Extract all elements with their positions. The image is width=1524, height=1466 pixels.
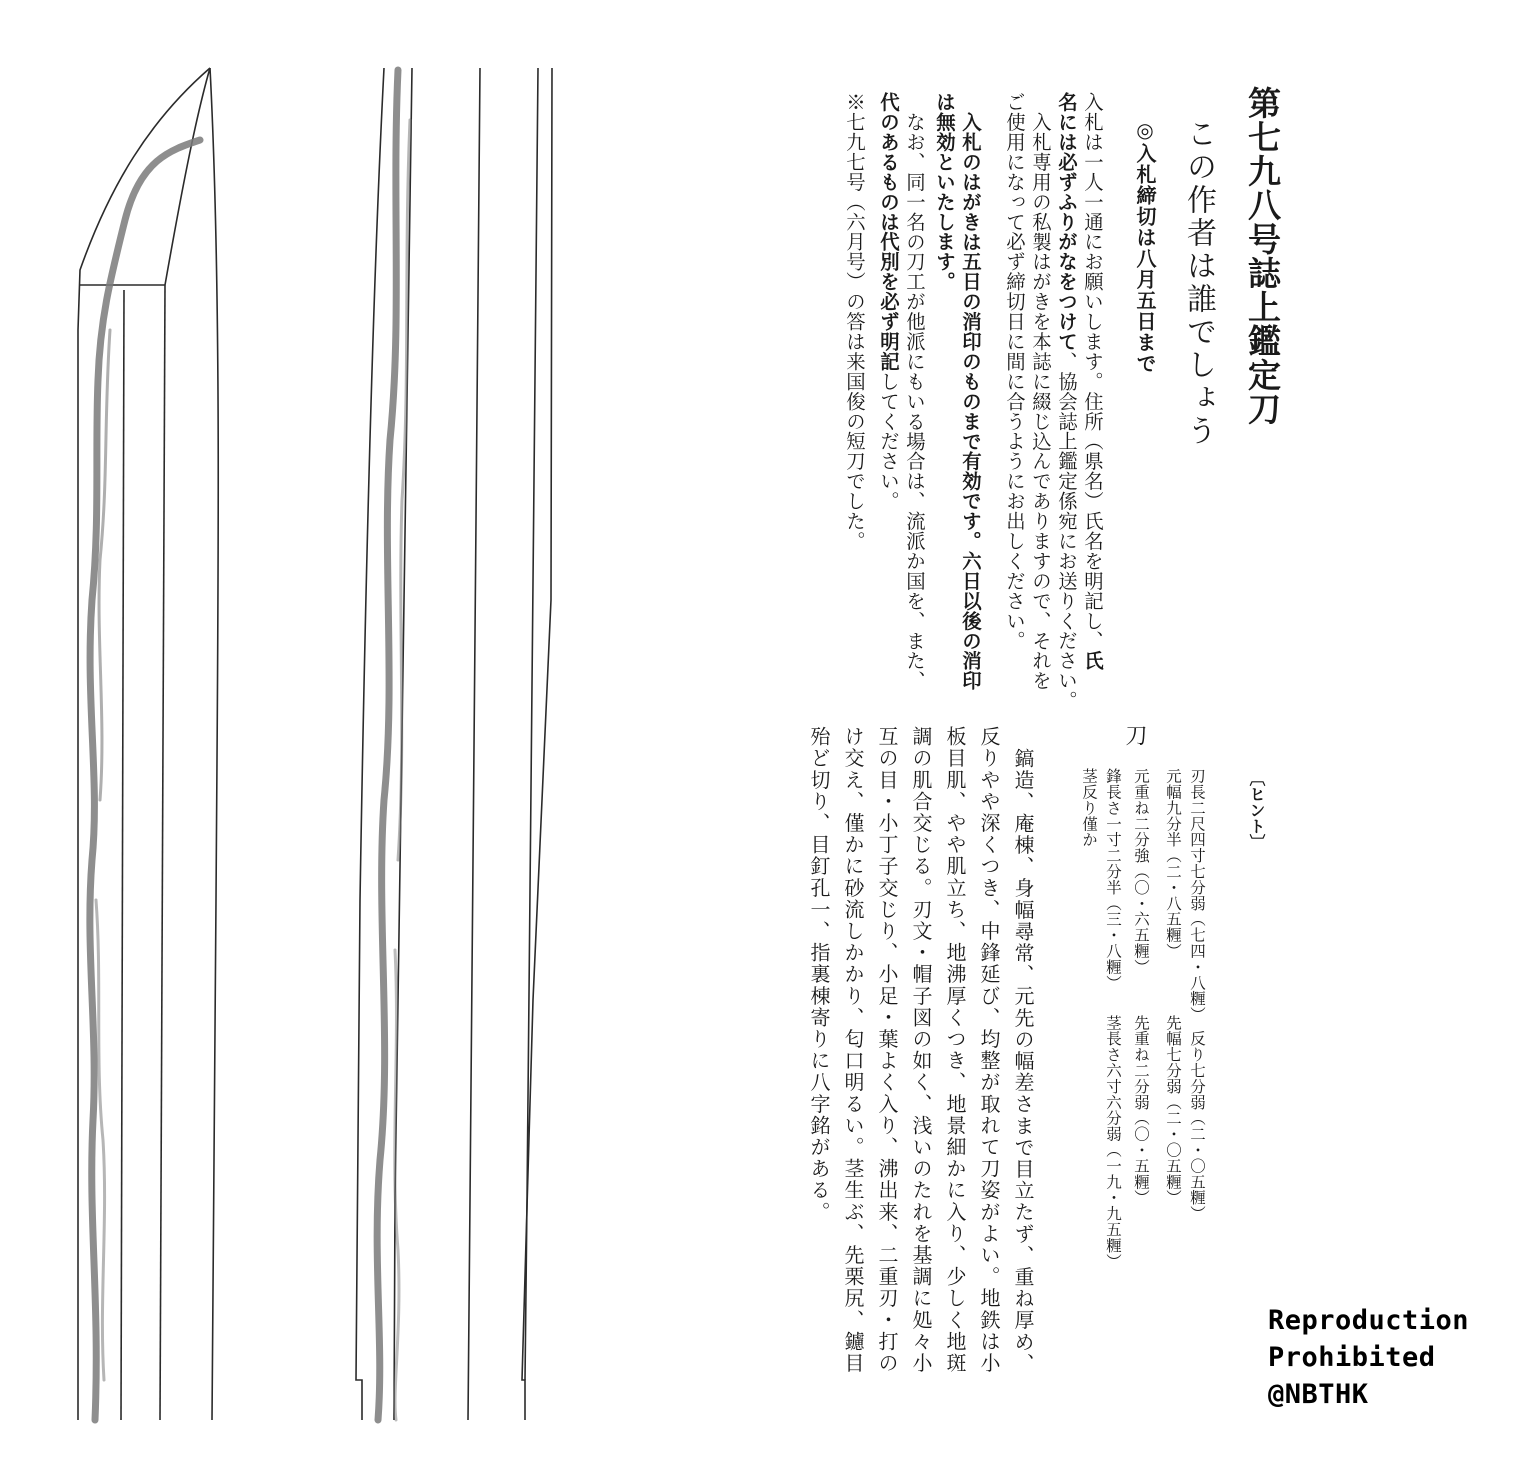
watermark-line: Prohibited: [1268, 1342, 1436, 1373]
oshigata-blade-drawing: [0, 0, 700, 1466]
blade-tip-hamon: [90, 140, 200, 1420]
watermark-line: @NBTHK: [1268, 1379, 1369, 1410]
page-subtitle: この作者は誰でしょう: [1181, 118, 1216, 448]
instruction-line: は無効といたします。: [933, 92, 956, 292]
watermark: [1268, 1302, 1469, 1413]
instruction-line: なお、同一名の刀工が他派にもいる場合は、流派か国を、また、: [903, 112, 926, 691]
blade-nakago-hamon: [377, 70, 410, 1420]
sword-type: 刀: [1122, 724, 1147, 746]
hint-spec-line: 元重ね二分強（〇・六五糎） 先重ね二分弱（〇・五糎）: [1132, 768, 1150, 1206]
instruction-line: 名には必ずふりがなをつけて、協会誌上鑑定係宛にお送りください。: [1055, 92, 1078, 711]
description-line: 鎬造、庵棟、身幅尋常、元先の幅差さまで目立たず、重ね厚め、: [1011, 748, 1035, 1375]
hint-spec-line: 元幅九分半（二・八五糎） 先幅七分弱（二・〇五糎）: [1164, 768, 1182, 1206]
instruction-line: 代のあるものは代別を必ず明記してください。: [877, 92, 900, 511]
description-line: 互の目・小丁子交じり、小足・葉よく入り、沸出来、二重刃・打の: [875, 726, 899, 1374]
description-line: 殆ど切り、目釘孔一、指裏棟寄りに八字銘がある。: [807, 726, 831, 1223]
instruction-line: 入札は一人一通にお願いします。住所（県名）氏名を明記し、氏: [1081, 92, 1104, 671]
description-line: 板目肌、やや肌立ち、地沸厚くつき、地景細かに入り、少しく地斑: [943, 726, 967, 1374]
instruction-line: ご使用になって必ず締切日に間に合うようにお出しください。: [1003, 92, 1026, 651]
deadline-notice: ◎入札締切は八月五日まで: [1133, 118, 1157, 374]
hint-spec-line: 茎反り僅か: [1080, 768, 1098, 848]
hint-label: 〔ヒント〕: [1247, 770, 1266, 850]
description-line: け交え、僅かに砂流しかかり、匂口明るい。茎生ぶ、先栗尻、鑢目: [841, 726, 865, 1374]
description-line: 反りやや深くつき、中鋒延び、均整が取れて刀姿がよい。地鉄は小: [977, 726, 1001, 1374]
description-line: 調の肌合交じる。刃文・帽子図の如く、浅いのたれを基調に処々小: [909, 726, 933, 1374]
watermark-line: Reproduction: [1268, 1305, 1470, 1336]
hint-spec-line: 刃長二尺四寸七分弱（七四・八糎） 反り七分弱（二・〇五糎）: [1188, 768, 1206, 1222]
instruction-line: ※七九七号（六月号）の答は来国俊の短刀でした。: [843, 92, 866, 551]
blade-tip-section: [78, 68, 218, 1420]
instruction-line: 入札専用の私製はがきを本誌に綴じ込んでありますので、それを: [1029, 112, 1052, 691]
instruction-line: 入札のはがきは五日の消印のものまで有効です。六日以後の消印: [959, 112, 982, 691]
hint-spec-line: 鋒長さ一寸二分半（三・八糎） 茎長さ六寸六分弱（一九・九五糎）: [1104, 768, 1122, 1270]
page-title: 第七九八号誌上鑑定刀: [1243, 86, 1282, 426]
